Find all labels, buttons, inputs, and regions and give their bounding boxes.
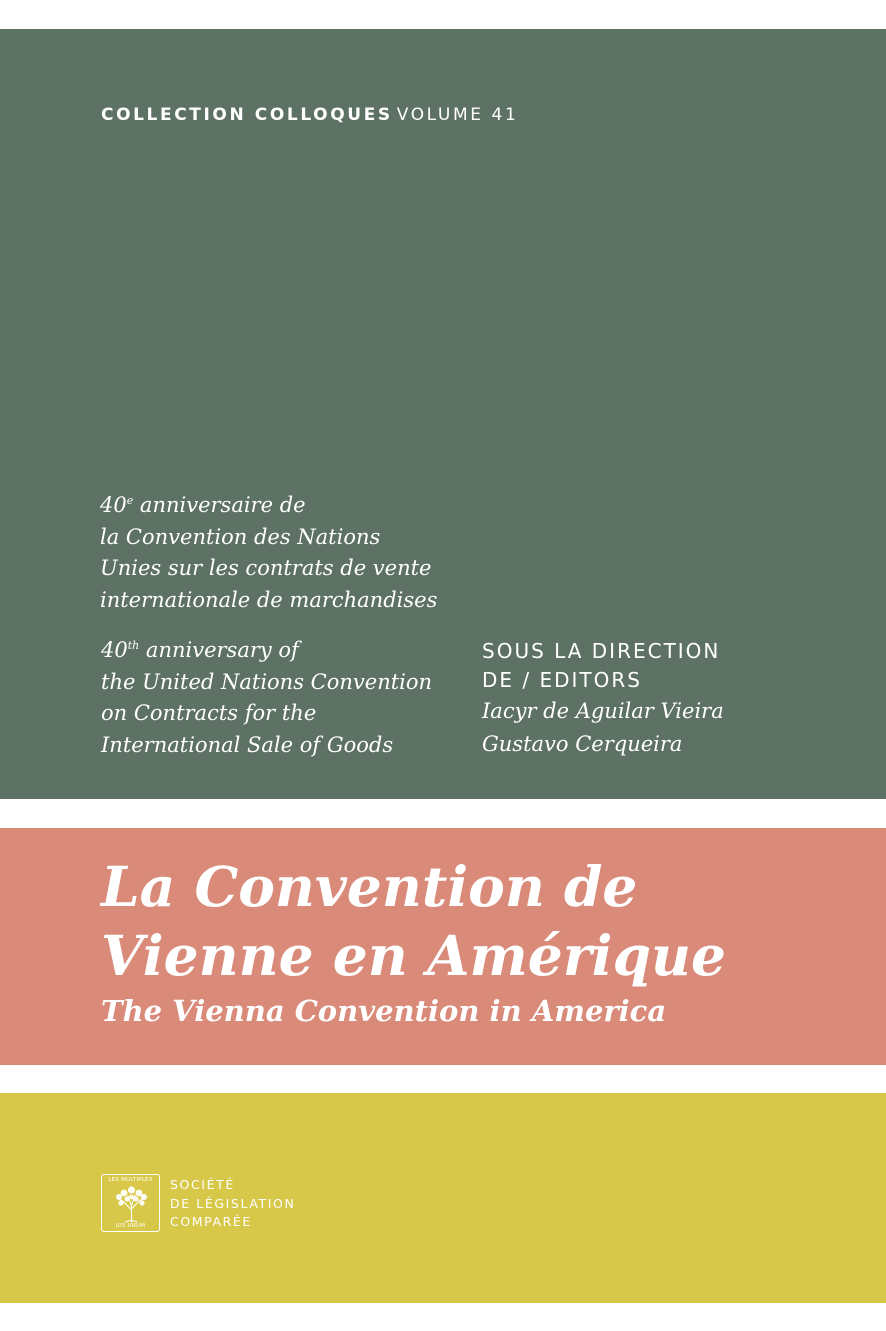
editors-label-line1: SOUS LA DIRECTION [482, 639, 721, 663]
publisher-line2: DE LÉGISLATION [170, 1195, 296, 1211]
logo-motto-top: LEX MULTIPLEX [108, 1177, 153, 1183]
logo-motto-bottom: IUS UNUM [115, 1223, 146, 1229]
volume-number: VOLUME 41 [396, 105, 519, 125]
subtitle-fr-line4: internationale de marchandises [100, 587, 438, 612]
series-heading [101, 105, 518, 125]
publisher-name [170, 1176, 295, 1232]
subtitle-en-line1: anniversary of [139, 638, 299, 662]
editors-label [482, 637, 720, 695]
editor-name: Iacyr de Aguilar Vieira [482, 699, 724, 723]
editor-name: Gustavo Cerqueira [482, 732, 683, 756]
main-title-french [101, 852, 726, 990]
top-green-band [0, 29, 886, 799]
subtitle-fr-line2: la Convention des Nations [100, 524, 381, 549]
subtitle-fr-line3: Unies sur les contrats de vente [100, 556, 432, 580]
title-fr-line2: Vienne en Amérique [101, 923, 727, 988]
publisher-line1: SOCIÉTÉ [170, 1177, 235, 1192]
subtitle-fr-number: 40 [100, 493, 127, 517]
subtitle-fr-ordinal: e [126, 494, 134, 507]
publisher-line3: COMPARÉE [170, 1214, 252, 1229]
subtitle-english [101, 635, 432, 761]
subtitle-en-ordinal: th [127, 639, 140, 652]
subtitle-en-line3: on Contracts for the [101, 701, 317, 725]
tree-icon [111, 1184, 152, 1224]
title-fr-line1: La Convention de [101, 854, 638, 919]
subtitle-french [100, 490, 437, 616]
collection-name: COLLECTION COLLOQUES [101, 105, 393, 125]
publisher-logo [101, 1174, 160, 1232]
subtitle-en-line4: International Sale of Goods [101, 732, 394, 757]
main-title-english: The Vienna Convention in America [101, 994, 667, 1028]
subtitle-en-number: 40 [101, 638, 128, 662]
editors-label-line2: DE / EDITORS [482, 668, 642, 692]
subtitle-en-line2: the United Nations Convention [101, 669, 433, 694]
subtitle-fr-line1: anniversaire de [133, 493, 306, 517]
